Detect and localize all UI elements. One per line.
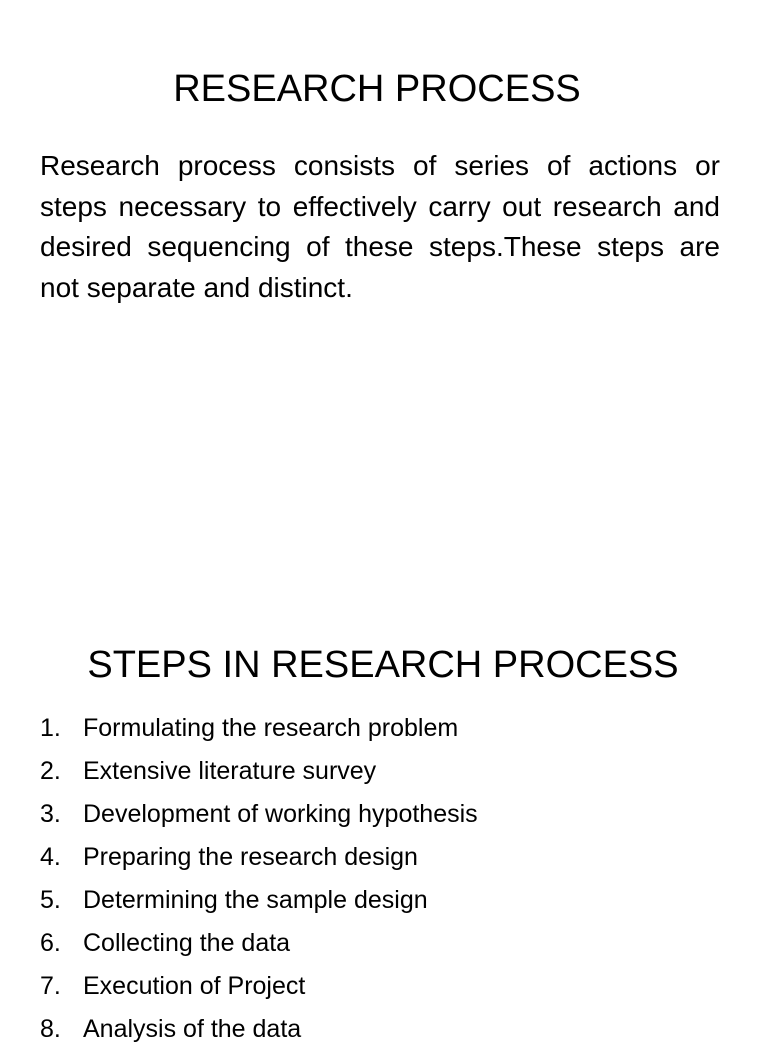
- slide-body-text: Research process consists of series of actions or steps necessary to effectively carry out research and desired sequencing of these steps.These steps are not separate and distinct.: [40, 150, 720, 303]
- list-item-text: Extensive literature survey: [83, 757, 377, 785]
- list-item-text: Formulating the research problem: [83, 714, 459, 742]
- list-item: [40, 965, 730, 1008]
- list-item-number: 4.: [40, 843, 61, 871]
- list-item-text: Preparing the research design: [83, 843, 418, 871]
- list-item-text: Execution of Project: [83, 972, 306, 1000]
- steps-list: [40, 707, 730, 1051]
- list-item-number: 6.: [40, 929, 61, 957]
- slide-title: RESEARCH PROCESS: [173, 68, 581, 110]
- list-item-number: 3.: [40, 800, 61, 828]
- list-item-text: Collecting the data: [83, 929, 291, 957]
- list-item: [40, 707, 730, 750]
- slide-steps-in-research-process: [0, 600, 768, 1043]
- list-item-number: 2.: [40, 757, 61, 785]
- list-item: [40, 1008, 730, 1051]
- list-item-number: 1.: [40, 714, 61, 742]
- slide-title: STEPS IN RESEARCH PROCESS: [87, 644, 679, 686]
- list-item-text: Determining the sample design: [83, 886, 428, 914]
- list-item-number: 7.: [40, 972, 61, 1000]
- list-item: [40, 879, 730, 922]
- list-item-text: Analysis of the data: [83, 1015, 302, 1043]
- list-item-text: Development of working hypothesis: [83, 800, 478, 828]
- list-item: [40, 793, 730, 836]
- list-item: [40, 836, 730, 879]
- list-item: [40, 750, 730, 793]
- list-item-number: 5.: [40, 886, 61, 914]
- list-item: [40, 922, 730, 965]
- list-item-number: 8.: [40, 1015, 61, 1043]
